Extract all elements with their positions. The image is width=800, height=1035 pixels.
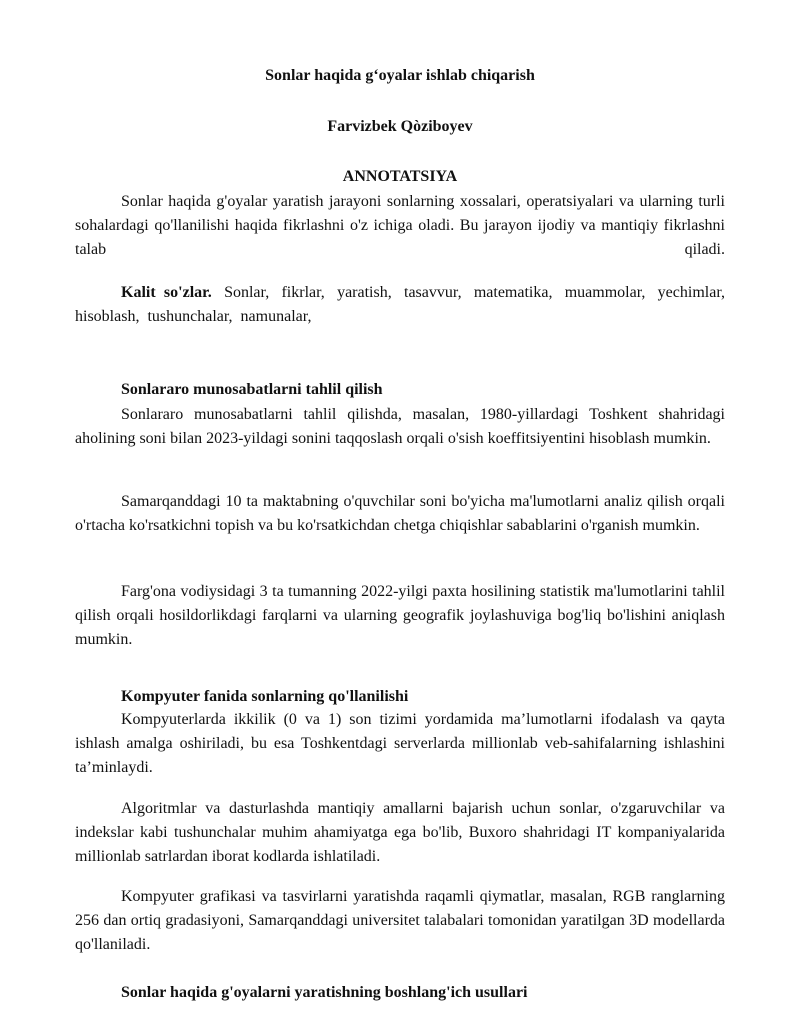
document-title: Sonlar haqida g‘oyalar ishlab chiqarish (265, 67, 535, 84)
section2-paragraph-2: Algoritmlar va dasturlashda mantiqiy amallarni bajarish uchun sonlar, o'zgaruvchilar va indekslar kabi tushunchalar muhim ahamiyatga ega bo'lib, Buxoro shahridagi IT kompaniyalarida millionlab satrlardan iborat kodlarda ishlatiladi. (75, 800, 725, 865)
section1-paragraph-2: Samarqanddagi 10 ta maktabning o'quvchilar soni bo'yicha ma'lumotlarni analiz qilish orqali o'rtacha ko'rsatkichni topish va bu ko'rsatkichdan chetga chiqishlar sabablarini o'rganish mumkin. (75, 493, 725, 534)
author-name: Farvizbek Qòziboyev (327, 118, 473, 135)
section1-paragraph-1: Sonlararo munosabatlarni tahlil qilishda, masalan, 1980-yillardagi Toshkent shahridagi aholining soni bilan 2023-yildagi sonini taqqoslash orqali o'sish koeffitsiyentini hisoblash mumkin. (75, 406, 725, 447)
keywords-paragraph (75, 281, 725, 329)
section2-paragraph-1: Kompyuterlarda ikkilik (0 va 1) son tizimi yordamida ma’lumotlarni ifodalash va qayta ishlash amalga oshiriladi, bu esa Toshkentdagi serverlarda millionlab veb-sahifalarning ishlashini ta’minlaydi. (75, 711, 725, 776)
annotation-paragraph: Sonlar haqida g'oyalar yaratish jarayoni sonlarning xossalari, operatsiyalari va ularning turli sohalardagi qo'llanilishi haqida fikrlashni o'z ichiga oladi. Bu jarayon ijodiy va mantiqiy fikrlashni talab qiladi. (75, 193, 725, 258)
annotation-heading: ANNOTATSIYA (342, 168, 458, 185)
section-heading-methods: Sonlar haqida g'oyalarni yaratishning boshlang'ich usullari (121, 984, 528, 1001)
document-page (75, 0, 725, 1035)
section-heading-computer-science: Kompyuter fanida sonlarning qo'llanilishi (121, 688, 409, 705)
keywords-list: Sonlar, fikrlar, yaratish, tasavvur, matematika, muammolar, yechimlar, hisoblash, tushunchalar, namunalar, (75, 284, 726, 325)
section1-paragraph-3: Farg'ona vodiysidagi 3 ta tumanning 2022-yilgi paxta hosilining statistik ma'lumotlarini tahlil qilish orqali hosildorlikdagi farqlarni va ularning geografik joylashuviga bog'liq bo'lishini aniqlash mumkin. (75, 583, 725, 648)
section2-paragraph-3: Kompyuter grafikasi va tasvirlarni yaratishda raqamli qiymatlar, masalan, RGB ranglarning 256 dan ortiq gradasiyoni, Samarqanddagi universitet talabalari tomonidan yaratilgan 3D modellarda qo'llaniladi. (75, 888, 725, 953)
section-heading-relations: Sonlararo munosabatlarni tahlil qilish (121, 381, 383, 398)
keywords-label: Kalit so'zlar. (121, 284, 212, 301)
